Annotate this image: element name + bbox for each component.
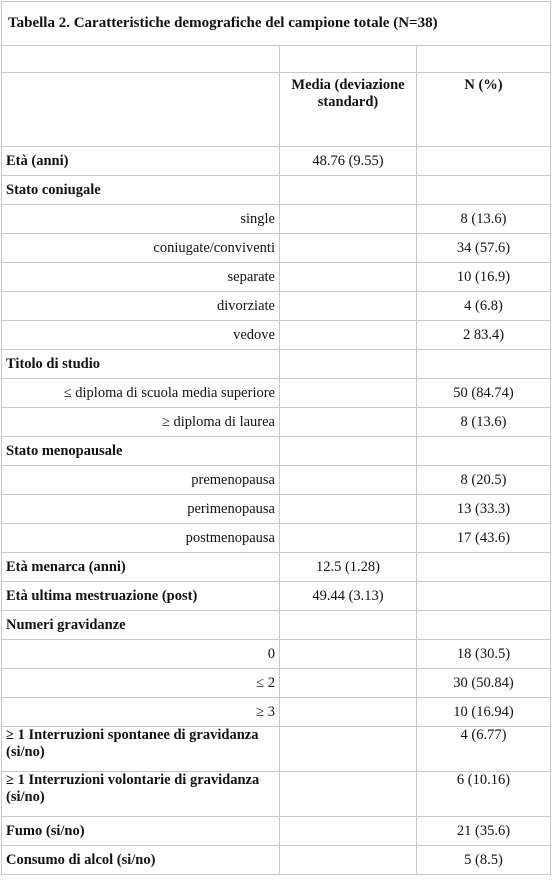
title-row (2, 2, 551, 46)
row-label: Consumo di alcol (si/no) (2, 846, 280, 875)
table-row (2, 611, 551, 640)
row-label: vedove (2, 321, 280, 350)
table-row (2, 524, 551, 553)
n-percent-cell: 10 (16.9) (417, 263, 551, 292)
mean-sd-cell (280, 817, 417, 846)
row-label: single (2, 205, 280, 234)
n-percent-cell: 4 (6.77) (417, 727, 551, 772)
table-row (2, 772, 551, 817)
table-row (2, 466, 551, 495)
table-row (2, 379, 551, 408)
table-row (2, 669, 551, 698)
n-percent-cell (417, 147, 551, 176)
n-percent-cell: 8 (13.6) (417, 205, 551, 234)
mean-sd-cell (280, 640, 417, 669)
mean-sd-cell (280, 350, 417, 379)
mean-sd-cell (280, 263, 417, 292)
empty-header-cell (2, 73, 280, 147)
table-row (2, 234, 551, 263)
row-label: ≥ 1 Interruzioni spontanee di gravidanza (si/no) (2, 727, 280, 772)
row-label: divorziate (2, 292, 280, 321)
n-percent-cell: 13 (33.3) (417, 495, 551, 524)
table-row (2, 640, 551, 669)
empty-cell (2, 46, 280, 73)
mean-sd-cell (280, 669, 417, 698)
row-label: Numeri gravidanze (2, 611, 280, 640)
mean-sd-cell (280, 772, 417, 817)
mean-sd-cell (280, 727, 417, 772)
row-label: Età (anni) (2, 147, 280, 176)
row-label: Titolo di studio (2, 350, 280, 379)
n-percent-cell (417, 582, 551, 611)
table-row (2, 817, 551, 846)
row-label: premenopausa (2, 466, 280, 495)
table-row (2, 582, 551, 611)
n-percent-cell: 34 (57.6) (417, 234, 551, 263)
mean-sd-cell (280, 698, 417, 727)
row-label: ≤ diploma di scuola media superiore (2, 379, 280, 408)
table-row (2, 292, 551, 321)
table-row (2, 205, 551, 234)
row-label: Stato menopausale (2, 437, 280, 466)
mean-sd-cell (280, 205, 417, 234)
row-label: Stato coniugale (2, 176, 280, 205)
row-label: ≥ diploma di laurea (2, 408, 280, 437)
n-percent-cell: 4 (6.8) (417, 292, 551, 321)
table-row (2, 495, 551, 524)
spacer-row (2, 46, 551, 73)
n-percent-cell: 10 (16.94) (417, 698, 551, 727)
n-percent-cell: 30 (50.84) (417, 669, 551, 698)
row-label: coniugate/conviventi (2, 234, 280, 263)
mean-sd-cell (280, 234, 417, 263)
table-row (2, 263, 551, 292)
table-row (2, 437, 551, 466)
n-percent-cell (417, 176, 551, 205)
mean-sd-cell (280, 321, 417, 350)
n-percent-cell (417, 437, 551, 466)
row-label: ≤ 2 (2, 669, 280, 698)
n-percent-cell: 50 (84.74) (417, 379, 551, 408)
header-row (2, 73, 551, 147)
mean-sd-cell (280, 176, 417, 205)
row-label: postmenopausa (2, 524, 280, 553)
n-percent-cell (417, 553, 551, 582)
row-label: 0 (2, 640, 280, 669)
row-label: ≥ 3 (2, 698, 280, 727)
n-percent-cell: 2 83.4) (417, 321, 551, 350)
row-label: Fumo (si/no) (2, 817, 280, 846)
row-label: ≥ 1 Interruzioni volontarie di gravidanza (si/no) (2, 772, 280, 817)
row-label: separate (2, 263, 280, 292)
table-row (2, 321, 551, 350)
row-label: Età menarca (anni) (2, 553, 280, 582)
mean-sd-cell (280, 292, 417, 321)
n-percent-cell (417, 350, 551, 379)
header-mean: Media (deviazione standard) (280, 73, 417, 147)
table-row (2, 846, 551, 875)
table-title: Tabella 2. Caratteristiche demografiche del campione totale (N=38) (2, 2, 551, 46)
mean-sd-cell: 48.76 (9.55) (280, 147, 417, 176)
table-row (2, 553, 551, 582)
n-percent-cell: 17 (43.6) (417, 524, 551, 553)
row-label: perimenopausa (2, 495, 280, 524)
mean-sd-cell (280, 437, 417, 466)
header-n-percent: N (%) (417, 73, 551, 147)
table-row (2, 727, 551, 772)
n-percent-cell: 6 (10.16) (417, 772, 551, 817)
table-row (2, 147, 551, 176)
table-row (2, 698, 551, 727)
empty-cell (280, 46, 417, 73)
mean-sd-cell (280, 466, 417, 495)
n-percent-cell: 18 (30.5) (417, 640, 551, 669)
mean-sd-cell (280, 379, 417, 408)
mean-sd-cell (280, 846, 417, 875)
n-percent-cell: 21 (35.6) (417, 817, 551, 846)
mean-sd-cell: 12.5 (1.28) (280, 553, 417, 582)
mean-sd-cell: 49.44 (3.13) (280, 582, 417, 611)
n-percent-cell: 8 (20.5) (417, 466, 551, 495)
mean-sd-cell (280, 495, 417, 524)
table-row (2, 408, 551, 437)
row-label: Età ultima mestruazione (post) (2, 582, 280, 611)
mean-sd-cell (280, 611, 417, 640)
empty-cell (417, 46, 551, 73)
n-percent-cell: 8 (13.6) (417, 408, 551, 437)
n-percent-cell (417, 611, 551, 640)
table-row (2, 176, 551, 205)
table-row (2, 350, 551, 379)
demographics-table (1, 1, 551, 875)
mean-sd-cell (280, 408, 417, 437)
n-percent-cell: 5 (8.5) (417, 846, 551, 875)
mean-sd-cell (280, 524, 417, 553)
